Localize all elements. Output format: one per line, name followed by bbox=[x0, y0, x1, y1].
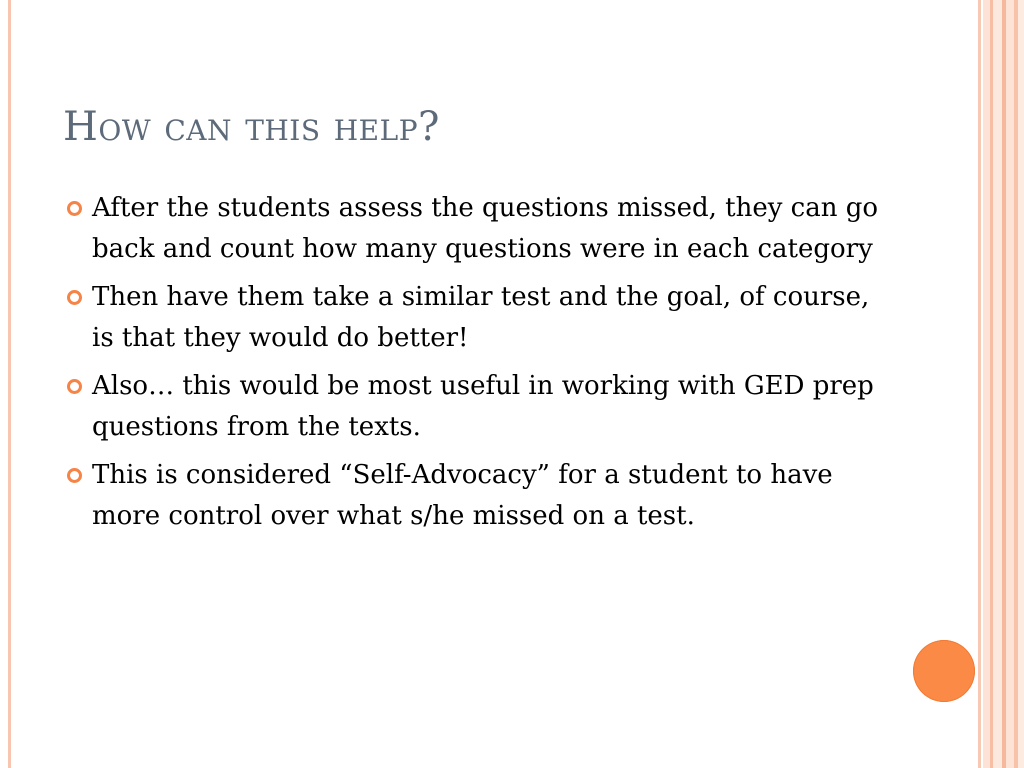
orange-circle-decoration bbox=[913, 640, 975, 702]
bullet-item bbox=[66, 188, 886, 270]
bullet-circle-icon bbox=[67, 201, 82, 216]
right-decorative-stripe bbox=[1018, 0, 1024, 768]
bullet-circle-icon bbox=[67, 468, 82, 483]
bullet-circle-icon bbox=[67, 290, 82, 305]
right-decorative-stripe bbox=[993, 0, 1002, 768]
bullet-list bbox=[66, 188, 886, 544]
bullet-item bbox=[66, 455, 886, 537]
slide-title: How can this help? bbox=[63, 104, 440, 150]
right-decorative-stripe bbox=[983, 0, 990, 768]
bullet-text: Also… this would be most useful in working with GED prep questions from the texts. bbox=[92, 371, 874, 442]
bullet-text: This is considered “Self-Advocacy” for a student to have more control over what s/he missed on a test. bbox=[92, 460, 833, 531]
right-decorative-stripe bbox=[978, 0, 981, 768]
bullet-item bbox=[66, 366, 886, 448]
left-decorative-rule bbox=[8, 0, 11, 768]
bullet-text: After the students assess the questions missed, they can go back and count how many questions were in each category bbox=[92, 193, 879, 264]
bullet-text: Then have them take a similar test and the goal, of course, is that they would do better! bbox=[92, 282, 870, 353]
right-decorative-stripe bbox=[1006, 0, 1014, 768]
bullet-item bbox=[66, 277, 886, 359]
bullet-circle-icon bbox=[67, 379, 82, 394]
